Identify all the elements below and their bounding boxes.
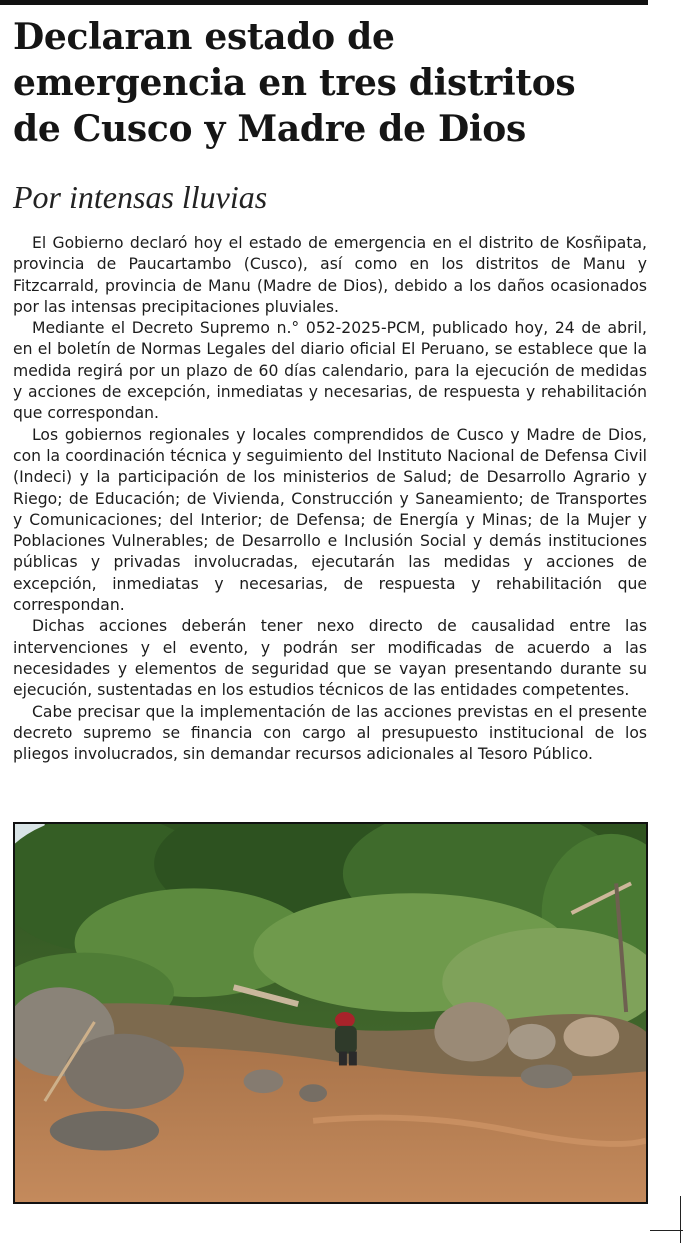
paragraph: Cabe precisar que la implementación de las acciones previstas en el presente decreto supremo se financia con cargo al presupuesto institucional de los pliegos involucrados, sin demandar recursos adicionales al Tesoro Público. bbox=[13, 702, 647, 764]
headline-line: de Cusco y Madre de Dios bbox=[13, 108, 526, 150]
paragraph: El Gobierno declaró hoy el estado de emergencia en el distrito de Kosñipata, provincia de Paucartambo (Cusco), así como en los distritos de Manu y Fitzcarrald, provincia de Manu (Madre de Dios), debido a los daños ocasionados por las intensas precipitaciones pluviales. bbox=[13, 234, 647, 316]
landslide-photo-icon bbox=[15, 824, 646, 1202]
headline bbox=[13, 14, 653, 152]
headline-line: emergencia en tres distritos bbox=[13, 62, 576, 104]
paragraph: Los gobiernos regionales y locales comprendidos de Cusco y Madre de Dios, con la coordinación técnica y seguimiento del Instituto Nacional de Defensa Civil (Indeci) y la participación de los ministerios de Salud; de Desarrollo Agrario y Riego; de Educación; de Vivienda, Construcción y Saneamiento; de Transportes y Comunicaciones; del Interior; de Defensa; de Energía y Minas; de la Mujer y Poblaciones Vulnerables; de Desarrollo e Inclusión Social y demás instituciones públicas y privadas involucradas, ejecutarán las medidas y acciones de excepción, inmediatas y necesarias, de respuesta y rehabilitación que correspondan. bbox=[13, 425, 647, 615]
article-body bbox=[13, 233, 647, 765]
crop-mark bbox=[650, 1230, 683, 1231]
paragraph: Mediante el Decreto Supremo n.° 052-2025-PCM, publicado hoy, 24 de abril, en el boletín de Normas Legales del diario oficial El Peruano, se establece que la medida regirá por un plazo de 60 días calendario, para la ejecución de medidas y acciones de excepción, inmediatas y necesarias, de respuesta y rehabilitación que correspondan. bbox=[13, 319, 647, 423]
landslide-photo bbox=[13, 822, 648, 1204]
crop-mark bbox=[680, 1196, 681, 1243]
paragraph: Dichas acciones deberán tener nexo directo de causalidad entre las intervenciones y el evento, y podrán ser modificadas de acuerdo a las necesidades y elementos de seguridad que se vayan presentando durante su ejecución, sustentadas en los estudios técnicos de las entidades competentes. bbox=[13, 617, 647, 700]
top-rule bbox=[0, 0, 648, 5]
headline-line: Declaran estado de bbox=[13, 16, 395, 58]
subheading: Por intensas lluvias bbox=[13, 179, 268, 215]
